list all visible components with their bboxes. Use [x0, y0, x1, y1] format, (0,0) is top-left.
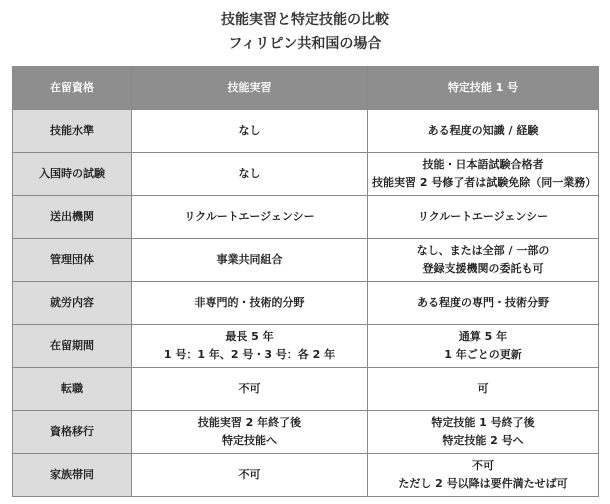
cell-technical-intern: 非専門的・技術的分野: [132, 282, 368, 325]
page-title: 技能実習と特定技能の比較: [221, 12, 389, 28]
row-label: 管理団体: [13, 239, 132, 282]
cell-technical-intern: なし: [132, 110, 368, 153]
column-header-technical-intern: 技能実習: [132, 67, 368, 110]
table-row: [13, 153, 599, 196]
table-row: [13, 454, 599, 497]
row-label: 転職: [13, 368, 132, 411]
table-row: [13, 196, 599, 239]
table-header-row: [13, 67, 599, 110]
page-subtitle: フィリピン共和国の場合: [228, 36, 382, 52]
table-row: [13, 110, 599, 153]
table-row: [13, 282, 599, 325]
cell-technical-intern: リクルートエージェンシー: [132, 196, 368, 239]
cell-specified-skilled: ある程度の専門・技術分野: [368, 282, 599, 325]
cell-specified-skilled: 特定技能 1 号終了後 特定技能 2 号へ: [368, 411, 599, 454]
cell-specified-skilled: 技能・日本語試験合格者 技能実習 2 号修了者は試験免除（同一業務）: [368, 153, 599, 196]
table-row: [13, 239, 599, 282]
row-label: 在留期間: [13, 325, 132, 368]
cell-technical-intern: 不可: [132, 368, 368, 411]
row-label: 技能水準: [13, 110, 132, 153]
cell-specified-skilled: ある程度の知識 / 経験: [368, 110, 599, 153]
column-header-status: 在留資格: [13, 67, 132, 110]
row-label: 送出機関: [13, 196, 132, 239]
cell-technical-intern: 技能実習 2 年終了後 特定技能へ: [132, 411, 368, 454]
cell-specified-skilled: 不可 ただし 2 号以降は要件満たせば可: [368, 454, 599, 497]
cell-specified-skilled: 通算 5 年 1 年ごとの更新: [368, 325, 599, 368]
cell-technical-intern: 事業共同組合: [132, 239, 368, 282]
column-header-specified-skilled: 特定技能 1 号: [368, 67, 599, 110]
row-label: 入国時の試験: [13, 153, 132, 196]
cell-technical-intern: なし: [132, 153, 368, 196]
cell-technical-intern: 最長 5 年 1 号：1 年、2 号・3 号：各 2 年: [132, 325, 368, 368]
table-row: [13, 368, 599, 411]
row-label: 就労内容: [13, 282, 132, 325]
row-label: 資格移行: [13, 411, 132, 454]
cell-technical-intern: 不可: [132, 454, 368, 497]
cell-specified-skilled: リクルートエージェンシー: [368, 196, 599, 239]
comparison-table: [12, 66, 599, 497]
table-row: [13, 325, 599, 368]
table-row: [13, 411, 599, 454]
cell-specified-skilled: 可: [368, 368, 599, 411]
cell-specified-skilled: なし、または全部 / 一部の 登録支援機関の委託も可: [368, 239, 599, 282]
row-label: 家族帯同: [13, 454, 132, 497]
